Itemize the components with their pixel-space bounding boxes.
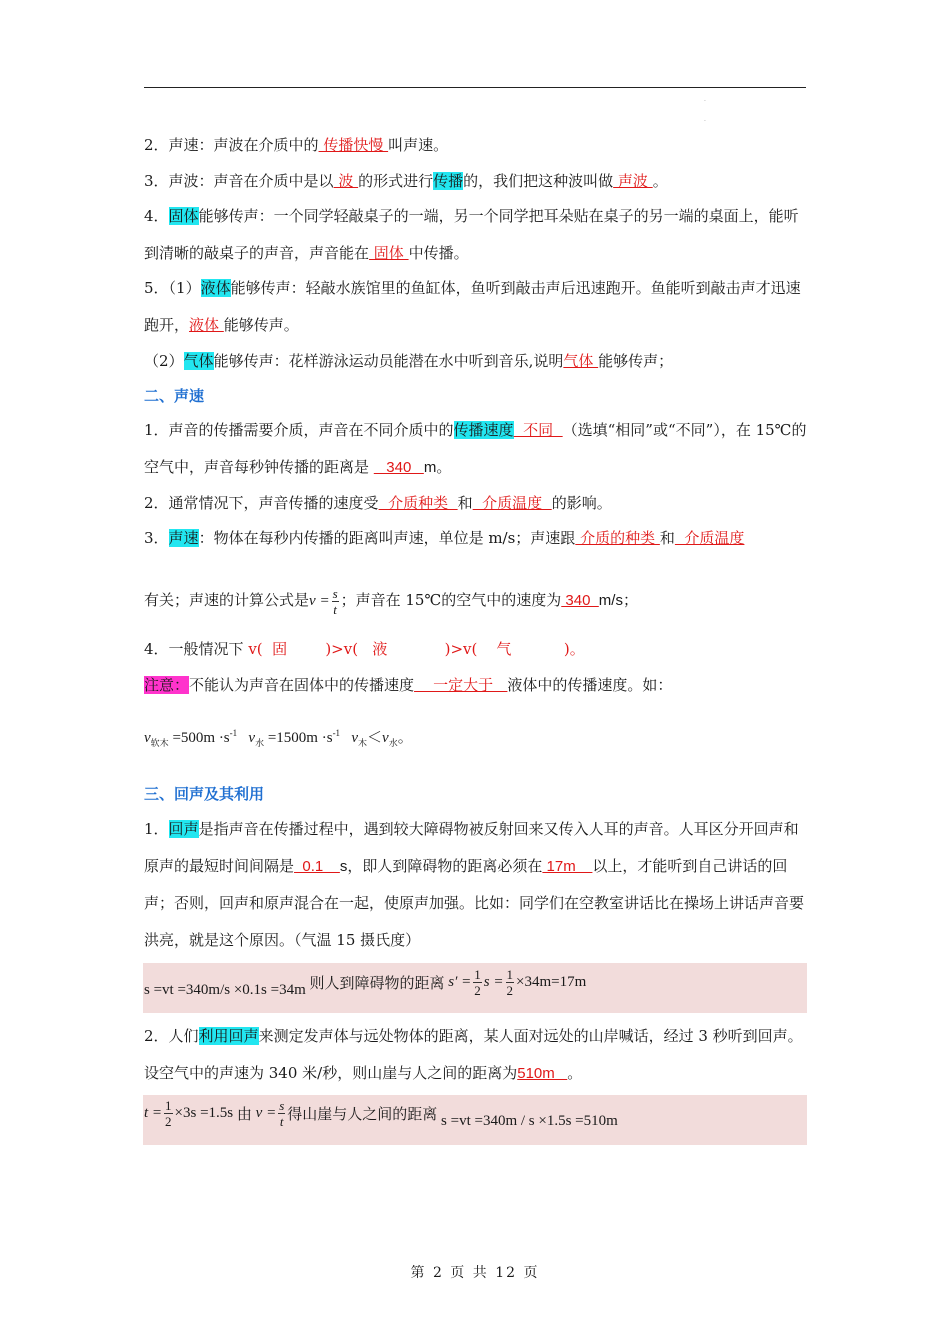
answer: 340 [561, 592, 599, 609]
formula-var: v [309, 593, 316, 609]
page-footer: 第 2 页 共 12 页 [410, 1265, 540, 1281]
highlight: 利用回声 [198, 1027, 259, 1045]
formula-fraction [332, 586, 339, 617]
denominator: 2 [506, 983, 514, 998]
para-note [144, 667, 808, 704]
text: 2．通常情况下，声音传播的速度受 [144, 494, 379, 512]
highlight: 气体 [183, 352, 214, 370]
denominator: t [333, 601, 337, 617]
text: 得山崖与人之间的距离 [287, 1105, 438, 1123]
answer: 340 [373, 459, 424, 476]
formula-text: s =vt =340m / s ×1.5s =510m [441, 1113, 618, 1129]
answer: 介质种类 [378, 494, 458, 512]
text: 不能认为声音在固体中的传播速度 [189, 676, 415, 694]
text: 是指声音在传播过程中，遇到较大障碍物被反射回来又传入人耳的声音。人耳区分开回声和原声的最短时间间隔是 [144, 820, 799, 875]
highlight: 传播速度 [453, 421, 514, 439]
answer: 510m [517, 1065, 568, 1082]
text: 。 [567, 1064, 583, 1082]
highlight: 液体 [200, 279, 231, 297]
answer: 介质的种类 [575, 529, 660, 547]
denominator: 2 [165, 1114, 172, 1129]
section-heading: 三、回声及其利用 [144, 785, 265, 803]
para-speed-medium [144, 412, 808, 486]
formula-fraction [506, 967, 515, 998]
numerator: s [332, 585, 338, 601]
subscript: 水 [388, 738, 398, 748]
solution-line [144, 966, 586, 999]
formula-text: s =vt =340m/s ×0.1s =34m [144, 982, 306, 998]
answer: v( 固 )>v( 液 )>v( 气 )。 [248, 640, 585, 658]
formula-text: s = [483, 974, 504, 990]
text: 的影响。 [551, 494, 612, 512]
text: 1．声音的传播需要介质，声音在不同介质中的 [144, 421, 454, 439]
answer: 传播快慢 [318, 136, 389, 154]
formula-fraction [278, 1098, 285, 1129]
text: 能够传声：花样游泳运动员能潜在水中听到音乐,说明 [213, 352, 564, 370]
answer: 液体 [189, 316, 224, 334]
para-liquid-transmission [144, 270, 808, 344]
numerator: 1 [506, 967, 514, 982]
superscript: -1 [332, 728, 341, 738]
numerator: s [279, 1098, 285, 1113]
denominator: t [279, 1114, 284, 1129]
text: m/s； [598, 592, 638, 609]
answer: 介质温度 [472, 494, 552, 512]
numerator: 1 [474, 967, 481, 982]
para-speed-factors [144, 485, 808, 522]
formula-op: ＜ [367, 730, 383, 746]
subscript: 软木 [150, 738, 169, 748]
text: 1． [144, 820, 169, 838]
formula-text: ×3s =1.5s [174, 1105, 234, 1121]
text: （2） [144, 352, 184, 370]
text: 来测定发声体与远处物体的距离，某人面对远处的山岸喊话，经过 3 秒听到回声。设空气中的声速为 340 米/秒，则山崖与人之间的距离为 [144, 1027, 803, 1082]
para-echo [144, 811, 808, 959]
para-speed-formula [144, 582, 808, 620]
formula-var: v [248, 730, 256, 746]
highlight: 回声 [168, 820, 199, 838]
answer: 波 [333, 172, 359, 190]
formula-var: v [351, 730, 358, 746]
formula-text: t = [144, 1105, 163, 1121]
text: ；声音在 15℃的空气中的速度为 [340, 591, 562, 609]
text: 5．（1） [144, 279, 201, 297]
text: 由 [236, 1105, 252, 1123]
para-speed-definition [144, 520, 808, 557]
text: 的，我们把这种波叫做 [463, 172, 614, 190]
text: 叫声速。 [388, 136, 449, 154]
text: 能够传声； [598, 352, 674, 370]
note-label: 注意： [144, 676, 190, 694]
text: 能够传声：轻敲水族馆里的鱼缸体，鱼听到敲击声后迅速跑开。鱼能听到敲击声才迅速跑开， [144, 279, 801, 334]
text: 4． [144, 207, 169, 225]
text: m。 [423, 459, 452, 476]
para-gas-transmission [144, 343, 808, 380]
para-sound-wave [144, 163, 808, 200]
text: ：物体在每秒内传播的距离叫声速，单位是 m/s；声速跟 [198, 529, 576, 547]
header-rule [144, 87, 806, 88]
formula-text: v = [255, 1105, 277, 1121]
text: 2．声速：声波在介质中的 [144, 136, 319, 154]
text: 则人到障碍物的距离 [309, 974, 445, 992]
text: 3． [144, 529, 169, 547]
text: 3．声波：声音在介质中是以 [144, 172, 334, 190]
superscript: -1 [229, 728, 238, 738]
text: 中传播。 [408, 244, 469, 262]
numerator: 1 [165, 1098, 172, 1113]
text: 液体中的传播速度。如： [507, 676, 673, 694]
formula-text: s′ = [448, 974, 472, 990]
denominator: 2 [474, 983, 481, 998]
formula-fraction [164, 1098, 173, 1129]
para-solid-transmission [144, 198, 808, 272]
section-heading: 二、声速 [144, 387, 205, 405]
text: s，即人到障碍物的距离必须在 [339, 858, 543, 875]
text: 能够传声：一个同学轻敲桌子的一端，另一个同学把耳朵贴在桌子的另一端的桌面上，能听到清晰的敲桌子的声音，声音能在 [144, 207, 799, 262]
formula-fraction [473, 967, 482, 998]
para-sound-speed-def [144, 127, 808, 164]
formula-var: v [382, 730, 389, 746]
header-dot: . [704, 96, 706, 103]
answer: 固体 [369, 244, 409, 262]
subscript: 木 [357, 738, 367, 748]
text: 。 [652, 172, 668, 190]
text: 4．一般情况下 [144, 640, 249, 658]
formula-text: =500m ·s [168, 730, 230, 746]
answer: 一定大于 [414, 676, 508, 694]
text: 和 [457, 494, 473, 512]
highlight: 固体 [168, 207, 199, 225]
text: 有关；声速的计算公式是 [144, 591, 310, 609]
header-dot: . [704, 116, 706, 123]
formula-var: v [144, 730, 151, 746]
formula-eq: = [315, 593, 330, 609]
answer: 不同 [513, 421, 563, 439]
subscript: 水 [255, 738, 265, 748]
text: 以上，才能听到自己讲话的回声；否则，回声和原声混合在一起，使原声加强。比如：同学们在空教室讲话比在操场上讲话声音要洪亮，就是这个原因。（气温 15 摄氏度） [144, 857, 805, 949]
para-speed-compare [144, 631, 808, 668]
text: 的形式进行 [358, 172, 434, 190]
answer: 气体 [563, 352, 599, 370]
answer: 声波 [613, 172, 653, 190]
speed-example-formula [144, 715, 808, 762]
text: 能够传声。 [223, 316, 299, 334]
formula-text: ×34m=17m [516, 974, 587, 990]
answer: 17m [542, 858, 593, 875]
para-echo-application [144, 1018, 808, 1092]
text: 和 [659, 529, 675, 547]
text: 。 [397, 730, 413, 746]
highlight: 传播 [433, 172, 464, 190]
highlight: 声速 [168, 529, 199, 547]
text: （选填“相同”或“不同”），在 15℃的空气中，声音每秒钟传播的距离是 [144, 421, 807, 476]
formula-text: =1500m ·s [264, 730, 333, 746]
answer: 0.1 [294, 858, 340, 875]
text: 2．人们 [144, 1027, 199, 1045]
answer: 介质温度 [674, 529, 745, 547]
solution-line [144, 1097, 618, 1130]
